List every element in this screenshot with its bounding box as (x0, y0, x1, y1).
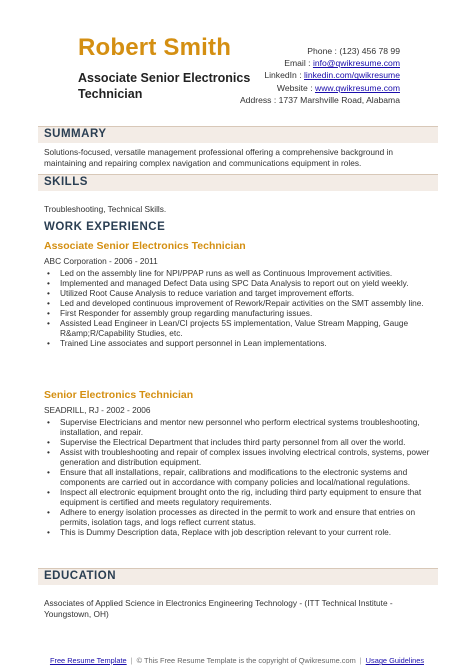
copyright-text: © This Free Resume Template is the copyright of Qwikresume.com (136, 656, 356, 665)
job-meta-2: SEADRILL, RJ - 2002 - 2006 (44, 405, 151, 415)
list-item: • Assist with troubleshooting and repair of complex issues involving electrical controls, systems, power generation and distribution equipment. (60, 447, 446, 467)
education-section-bar (38, 568, 438, 585)
list-item: • Supervise the Electrical Department that includes third party personnel from all over the world. (60, 437, 446, 447)
skills-section-bar (38, 174, 438, 191)
list-item: • First Responder for assembly group regarding manufacturing issues. (60, 308, 446, 318)
list-item: • Led on the assembly line for NPI/PPAP runs as well as Continuous Improvement activities. (60, 268, 446, 278)
resume-header (38, 0, 436, 110)
summary-heading: SUMMARY (44, 128, 107, 140)
list-item: • Supervise Electricians and mentor new personnel who perform electrical systems troubleshooting, installation, and repair. (60, 417, 446, 437)
contact-phone: Phone : (123) 456 78 99 (307, 46, 400, 56)
candidate-name: Robert Smith (78, 34, 232, 61)
email-link[interactable]: info@qwikresume.com (312, 58, 400, 69)
free-resume-template-link[interactable]: Free Resume Template (49, 656, 127, 665)
list-item: • Implemented and managed Defect Data using SPC Data Analysis to report out on yield weekly. (60, 278, 446, 288)
candidate-title: Associate Senior Electronics Technician (78, 71, 251, 101)
list-item: • Adhere to energy isolation processes as directed in the permit to work and ensure that entries on permits, isolation tags, and logs reflect current status. (60, 507, 446, 527)
summary-text: Solutions-focused, versatile management professional offering a comprehensive background in maintaining and repairing complex navigation and communications equipment in roles. (44, 147, 393, 168)
summary-section-bar (38, 126, 438, 143)
skills-heading: SKILLS (44, 176, 88, 188)
contact-block (240, 45, 400, 106)
list-item: • Utilized Root Cause Analysis to reduce variation and target improvement efforts. (60, 288, 446, 298)
list-item: • Trained Line associates and support personnel in Lean implementations. (60, 338, 446, 348)
usage-guidelines-link[interactable]: Usage Guidelines (365, 656, 425, 665)
list-item: • Inspect all electronic equipment brought onto the rig, including third party equipment to ensure that equipment is certified and meets regulatory requirements. (60, 487, 446, 507)
website-link[interactable]: www.qwikresume.com (314, 82, 400, 93)
list-item: • Led and developed continuous improvement of Rework/Repair activities on the SMT assembly line. (60, 298, 446, 308)
list-item: • Assisted Lead Engineer in Lean/CI projects 5S implementation, Value Stream Mapping, Gauge R&amp;R/Capability Studies, etc. (60, 318, 446, 338)
linkedin-link[interactable]: linkedin.com/qwikresume (304, 70, 400, 81)
page-footer: Free Resume Template | © This Free Resume Template is the copyright of Qwikresume.com | Usage Guidelines (49, 656, 425, 665)
job-title-2: Senior Electronics Technician (44, 389, 194, 401)
list-item: • This is Dummy Description data, Replace with job description relevant to your current role. (60, 527, 446, 537)
list-item: • Ensure that all installations, repair, calibrations and modifications to the electronic systems and components are carried out in accordance with company policies and local/national regulations. (60, 467, 446, 487)
experience-heading: WORK EXPERIENCE (44, 221, 166, 233)
education-text: Associates of Applied Science in Electronics Engineering Technology - (ITT Technical Institute - Youngstown, OH) (44, 598, 393, 619)
job-bullets-2 (44, 417, 446, 537)
skills-text: Troubleshooting, Technical Skills. (44, 204, 167, 214)
contact-website: Website : www.qwikresume.com (276, 82, 400, 93)
contact-email: Email : info@qwikresume.com (284, 58, 400, 69)
job-title-1: Associate Senior Electronics Technician (44, 240, 246, 252)
contact-linkedin: LinkedIn : linkedin.com/qwikresume (264, 70, 400, 81)
education-heading: EDUCATION (44, 570, 117, 582)
contact-address: Address : 1737 Marshville Road, Alabama (239, 94, 400, 105)
job-meta-1: ABC Corporation - 2006 - 2011 (44, 256, 158, 266)
job-bullets-1 (44, 268, 446, 348)
